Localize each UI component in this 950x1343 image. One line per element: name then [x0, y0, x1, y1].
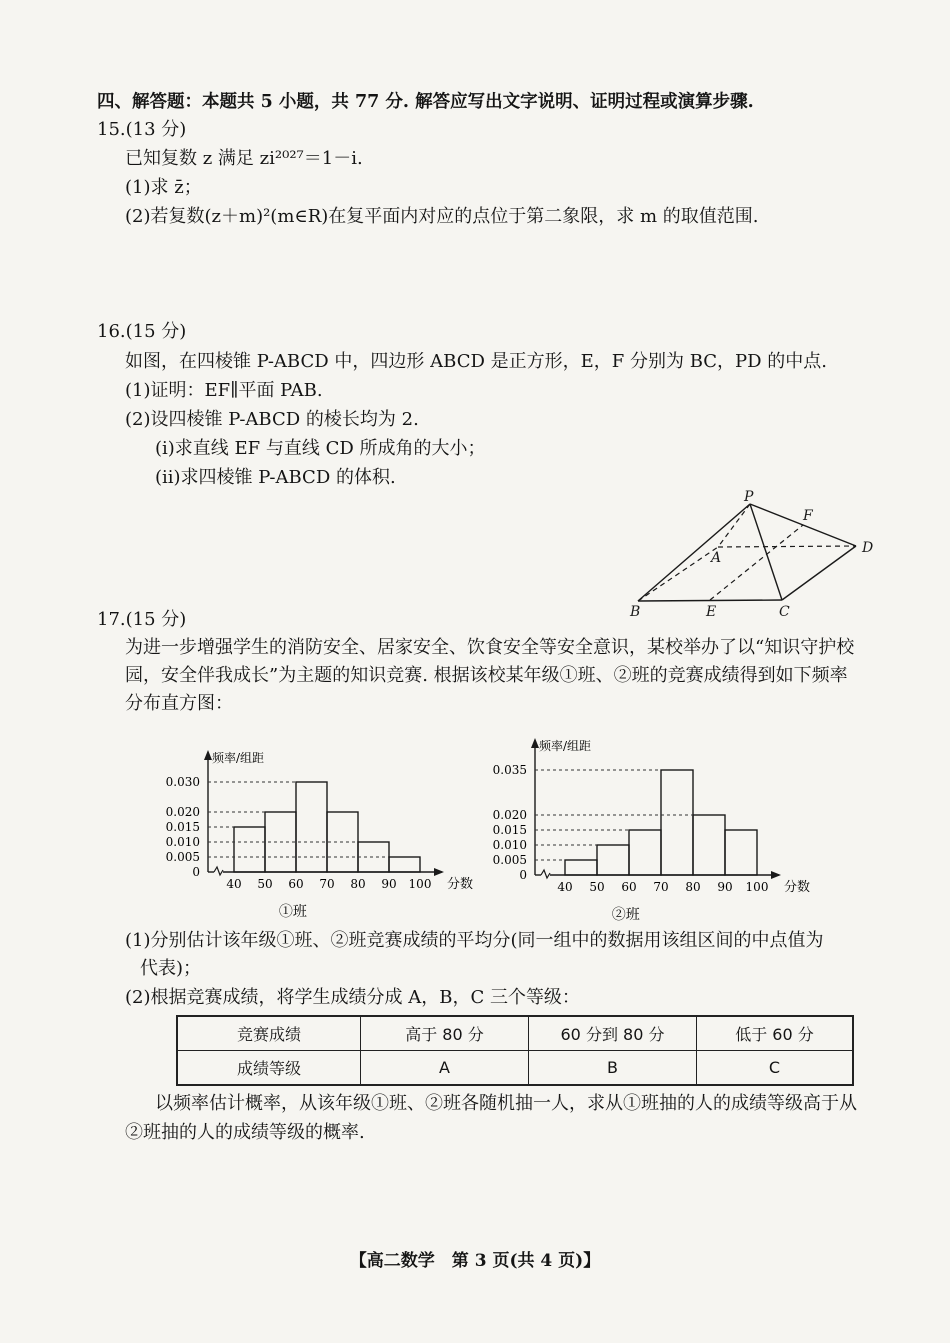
q16-part2: (2)设四棱锥 P-ABCD 的棱长均为 2. [125, 409, 419, 430]
label-c: C [779, 604, 790, 620]
histogram-bar [389, 857, 420, 872]
table-cell: C [697, 1051, 854, 1086]
y-axis-label: 频率/组距 [212, 751, 265, 765]
q17-part2: (2)根据竞赛成绩，将学生成绩分成 A，B，C 三个等级： [125, 987, 580, 1008]
x-tick-label: 60 [621, 880, 637, 894]
x-tick-label: 70 [653, 880, 669, 894]
q16-number: 16.(15 分) [97, 321, 187, 342]
q16-stem: 如图，在四棱锥 P-ABCD 中，四边形 ABCD 是正方形，E，F 分别为 BC，PD 的中点. [125, 351, 828, 372]
histogram-bar [693, 815, 725, 875]
histogram-class1 [150, 722, 480, 927]
x-tick-label: 100 [408, 877, 432, 891]
y-tick-label: 0.010 [492, 838, 527, 852]
q17-closing-line2: ②班抽的人的成绩等级的概率. [125, 1122, 365, 1143]
table-cell: A [361, 1051, 529, 1086]
x-axis-arrow [434, 868, 444, 876]
chart-title: ②班 [611, 907, 640, 923]
label-d: D [862, 540, 874, 556]
x-axis-arrow [771, 871, 781, 879]
y-tick-label: 0.020 [492, 808, 527, 822]
y-axis-arrow [531, 738, 539, 748]
q17-stem-line1: 为进一步增强学生的消防安全、居家安全、饮食安全等安全意识，某校举办了以“知识守护校 [125, 637, 855, 658]
label-f: F [803, 508, 813, 524]
histogram-bar [296, 782, 327, 872]
y-tick-label: 0.030 [165, 775, 200, 789]
histogram-bar [629, 830, 661, 875]
y-tick-label: 0.010 [165, 835, 200, 849]
grade-table [176, 1015, 854, 1086]
x-tick-label: 90 [381, 877, 397, 891]
table-cell: 高于 80 分 [361, 1016, 529, 1051]
q15-part2: (2)若复数(z＋m)²(m∈R)在复平面内对应的点位于第二象限，求 m 的取值范围. [125, 206, 759, 227]
x-axis-label: 分数 [447, 877, 474, 892]
q17-part1-line2: 代表)； [140, 958, 202, 979]
label-e: E [706, 604, 717, 620]
axis-break [214, 867, 223, 875]
x-tick-label: 70 [319, 877, 335, 891]
table-row [177, 1016, 853, 1051]
y-tick-label: 0.015 [165, 820, 200, 834]
y-axis-label: 频率/组距 [539, 739, 592, 753]
x-tick-label: 60 [288, 877, 304, 891]
table-cell: 成绩等级 [177, 1051, 361, 1086]
table-cell: 60 分到 80 分 [529, 1016, 697, 1051]
x-tick-label: 80 [350, 877, 366, 891]
axis-break [541, 870, 550, 878]
histogram-bar [661, 770, 693, 875]
chart-title: ①班 [278, 904, 307, 920]
q16-sub1: (ⅰ)求直线 EF 与直线 CD 所成角的大小； [155, 438, 486, 459]
y-tick-label: 0.015 [492, 823, 527, 837]
histogram-bar [597, 845, 629, 875]
y-tick-label: 0.005 [165, 850, 200, 864]
table-cell: B [529, 1051, 697, 1086]
label-b: B [630, 604, 641, 620]
x-tick-label: 50 [257, 877, 273, 891]
histogram-class2 [485, 722, 825, 927]
y-axis-arrow [204, 750, 212, 760]
y-tick-label: 0 [192, 865, 200, 879]
table-row [177, 1051, 853, 1086]
q16-sub2: (ⅱ)求四棱锥 P-ABCD 的体积. [155, 467, 396, 488]
q15-stem: 已知复数 z 满足 zi²⁰²⁷＝1－i. [125, 148, 363, 169]
y-tick-label: 0.035 [492, 763, 527, 777]
x-tick-label: 50 [589, 880, 605, 894]
y-tick-label: 0 [519, 868, 527, 882]
x-tick-label: 90 [717, 880, 733, 894]
histogram-bar [565, 860, 597, 875]
q17-part1-line1: (1)分别估计该年级①班、②班竞赛成绩的平均分(同一组中的数据用该组区间的中点值为 [125, 930, 824, 951]
x-tick-label: 40 [557, 880, 573, 894]
x-tick-label: 80 [685, 880, 701, 894]
y-tick-label: 0.005 [492, 853, 527, 867]
label-p: P [744, 489, 754, 505]
histogram-bar [234, 827, 265, 872]
x-axis-label: 分数 [784, 880, 811, 895]
x-tick-label: 100 [745, 880, 769, 894]
page-footer: 【高二数学 第 3 页(共 4 页)】 [349, 1251, 601, 1271]
x-tick-label: 40 [226, 877, 242, 891]
q15-number: 15.(13 分) [97, 119, 187, 140]
table-cell: 竞赛成绩 [177, 1016, 361, 1051]
q17-number: 17.(15 分) [97, 609, 187, 630]
q16-part1: (1)证明：EF∥平面 PAB. [125, 380, 323, 401]
q17-closing-line1: 以频率估计概率，从该年级①班、②班各随机抽一人，求从①班抽的人的成绩等级高于从 [155, 1093, 857, 1114]
table-cell: 低于 60 分 [697, 1016, 854, 1051]
histogram-bar [725, 830, 757, 875]
section-header: 四、解答题：本题共 5 小题，共 77 分. 解答应写出文字说明、证明过程或演算步骤. [97, 92, 754, 112]
q17-stem-line3: 分布直方图： [125, 693, 233, 714]
q17-stem-line2: 园，安全伴我成长”为主题的知识竞赛. 根据该校某年级①班、②班的竞赛成绩得到如下频率 [125, 665, 848, 686]
pyramid-figure [620, 488, 890, 623]
y-tick-label: 0.020 [165, 805, 200, 819]
q15-part1: (1)求 z̄； [125, 177, 202, 198]
label-a: A [711, 550, 722, 566]
